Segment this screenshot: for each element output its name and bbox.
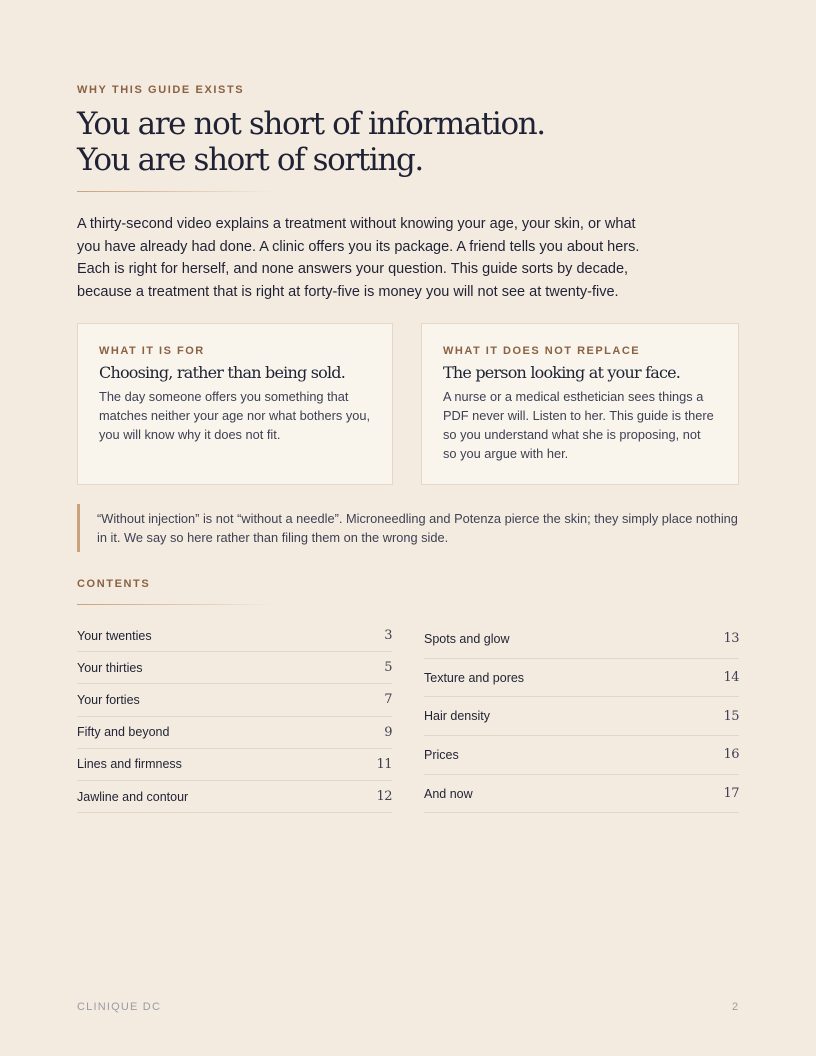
toc-label: Your forties [77,692,140,707]
card-body: A nurse or a medical esthetician sees things a PDF never will. Listen to her. This guide is there so you understand what she is proposing, not so you argue with her. [443,389,714,461]
card-eyebrow: WHAT IT IS FOR [99,345,205,357]
contents-heading: CONTENTS [77,578,151,590]
toc-entry[interactable] [424,659,739,698]
contents-divider [77,604,277,605]
toc-page: 5 [384,660,392,676]
toc-label: Fifty and beyond [77,725,170,740]
toc-page: 15 [723,708,739,724]
headline-divider [77,191,277,192]
toc-label: Your thirties [77,660,143,675]
toc-entry[interactable] [77,652,392,684]
card-eyebrow: WHAT IT DOES NOT REPLACE [443,345,641,357]
toc-entry[interactable] [77,684,392,716]
contents-list-right [424,620,739,813]
toc-entry[interactable] [424,775,739,814]
toc-entry[interactable] [424,697,739,736]
needle-callout: “Without injection” is not “without a needle”. Microneedling and Potenza pierce the skin; they simply place nothing in it. We say so here rather than filing them on the wrong side. [77,504,739,552]
footer-brand: CLINIQUE DC [77,1001,162,1013]
card-title: Choosing, rather than being sold. [99,363,345,382]
toc-entry[interactable] [77,717,392,749]
footer-page-number: 2 [732,1001,739,1013]
headline-line-1: You are not short of information. [77,106,545,142]
toc-label: Hair density [424,709,490,724]
toc-page: 9 [384,724,392,740]
headline-line-2: You are short of sorting. [77,142,423,178]
toc-entry[interactable] [424,736,739,775]
toc-page: 3 [384,628,392,644]
section-eyebrow: WHY THIS GUIDE EXISTS [77,84,245,96]
toc-page: 14 [723,670,739,686]
card-body: The day someone offers you something that matches neither your age nor what bothers you, you will know why it does not fit. [99,389,371,442]
toc-entry[interactable] [77,620,392,652]
toc-page: 13 [723,631,739,647]
toc-label: Your twenties [77,628,152,643]
toc-page: 11 [376,756,392,772]
toc-label: Spots and glow [424,631,510,646]
card-what-it-does-not-replace [421,323,739,485]
toc-entry[interactable] [77,781,392,813]
contents-list-left [77,620,392,813]
toc-label: Prices [424,747,459,762]
toc-label: And now [424,786,473,801]
toc-page: 7 [384,692,392,708]
intro-paragraph: A thirty-second video explains a treatment without knowing your age, your skin, or what you have already had done. A clinic offers you its package. A friend tells you about hers. Each is right for herself, and none answers your question. This guide sorts by decade, because a treatment that is right at forty-five is money you will not see at twenty-five. [77,216,640,300]
card-title: The person looking at your face. [443,363,681,382]
toc-entry[interactable] [424,620,739,659]
toc-page: 12 [376,789,392,805]
toc-label: Jawline and contour [77,789,189,804]
toc-label: Lines and firmness [77,757,182,772]
toc-entry[interactable] [77,749,392,781]
card-what-it-is-for [77,323,393,485]
toc-page: 17 [723,786,739,802]
toc-page: 16 [723,747,739,763]
page-headline [77,106,545,178]
toc-label: Texture and pores [424,670,525,685]
